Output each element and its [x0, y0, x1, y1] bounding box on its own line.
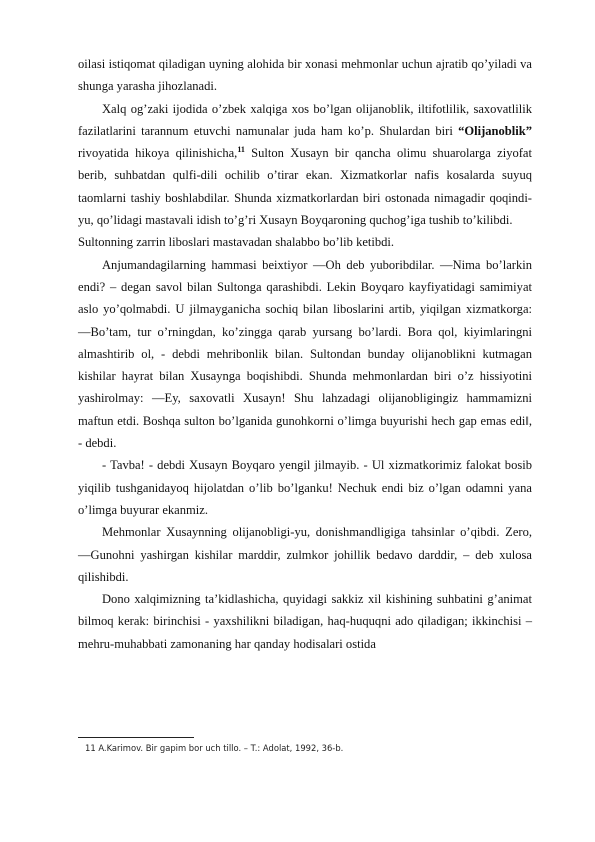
paragraph-2-intro: Xalq og’zaki ijodida o’zbek xalqiga xos bo’lgan olijanoblik, iltifotlilik, saxovatlilik fazilatlarini tarannum etuvchi namunalar juda ham ko’p. Shulardan biri — [78, 101, 532, 138]
footnote-divider — [78, 737, 194, 738]
paragraph-2 — [78, 98, 532, 232]
paragraph-2-mid: rivoyatida hikoya qilinishicha, — [78, 146, 238, 161]
footnote-marker[interactable]: 11 — [237, 145, 245, 155]
paragraph-7: Dono xalqimizning ta’kidlashicha, quyidagi sakkiz xil kishining suhbatini g’animat bilmoq kerak: birinchisi - yaxshilikni biladigan, haq-huquqni ado qiladigan; ikkinchisi – mehru-muhabbati zamonaning har qanday hodisalari ostida — [78, 592, 532, 651]
paragraph-3: Sultonning zarrin liboslari mastavadan shalabbo bo’lib ketibdi. — [78, 235, 395, 250]
body-text — [78, 53, 532, 655]
paragraph-4: Anjumandagilarning hammasi beixtiyor ―Oh deb yuboribdilar. ―Nima bo’larkin endi? – degan savol bilan Sultonga qarashibdi. Lekin Boyqaro kayfiyatidagi samimiyat aslo yo’qolmabdi. U jilmayganicha sochiq bilan liboslarini artib, yiqilgan xizmatkorga: ―Bo’tam, tur o’rningdan, ko’zingga qarab yursang bo’lardi. Bora qol, kiyimlaringni almashtirib ol, - debdi mehribonlik bilan. Sultondan bunday olijanoblikni kutmagan kishilar hayrat bilan Xusaynga boqishibdi. Shunda mehmonlardan biri o’z hissiyotini yashirolmay: ―Ey, saxovatli Xusayn! Shu lahzadagi olijanobligingiz hammamizni maftun etdi. Boshqa sulton bo’lganida gunohkorni o’limga buyurishi hech gap emas edi‖, - debdi. — [78, 257, 532, 451]
paragraph-2-rest: Sulton Xusayn bir qancha olimu shuarolarga ziyofat berib, suhbatdan qulfi-dili ochilib o’tirar ekan. Xizmatkorlar nafis kosalarda suyuq taomlarni tashiy boshlabdilar. Shunda xizmatkorlardan biri ostonada nimagadir qoqindi-yu, qo’lidagi mastavali idish to’g’ri Xusayn Boyqaroning quchog’iga tushib to’kilibdi. — [78, 146, 532, 228]
footnote: 11 A.Karimov. Bir gapim bor uch tillo. – T.: Adolat, 1992, 36-b. — [85, 743, 344, 753]
story-title: “Olijanoblik” — [458, 123, 532, 138]
paragraph-5: - Tavba! - debdi Xusayn Boyqaro yengil jilmayib. - Ul xizmatkorimiz falokat bosib yiqilib tushganidayoq hijolatdan o’lib bo’lganku! Nechuk endi biz o’lgan odamni yana o’limga buyurar ekanmiz. — [78, 458, 532, 517]
paragraph-1: oilasi istiqomat qiladigan uyning alohida bir xonasi mehmonlar uchun ajratib qo’yiladi va shunga yarasha jihozlanadi. — [78, 57, 532, 94]
paragraph-6: Mehmonlar Xusaynning olijanobligi-yu, donishmandligiga tahsinlar o’qibdi. Zero, ―Gunohni yashirgan kishilar marddir, zulmkor johillik bedavo darddir, – deb xulosa qilishibdi. — [78, 525, 532, 584]
